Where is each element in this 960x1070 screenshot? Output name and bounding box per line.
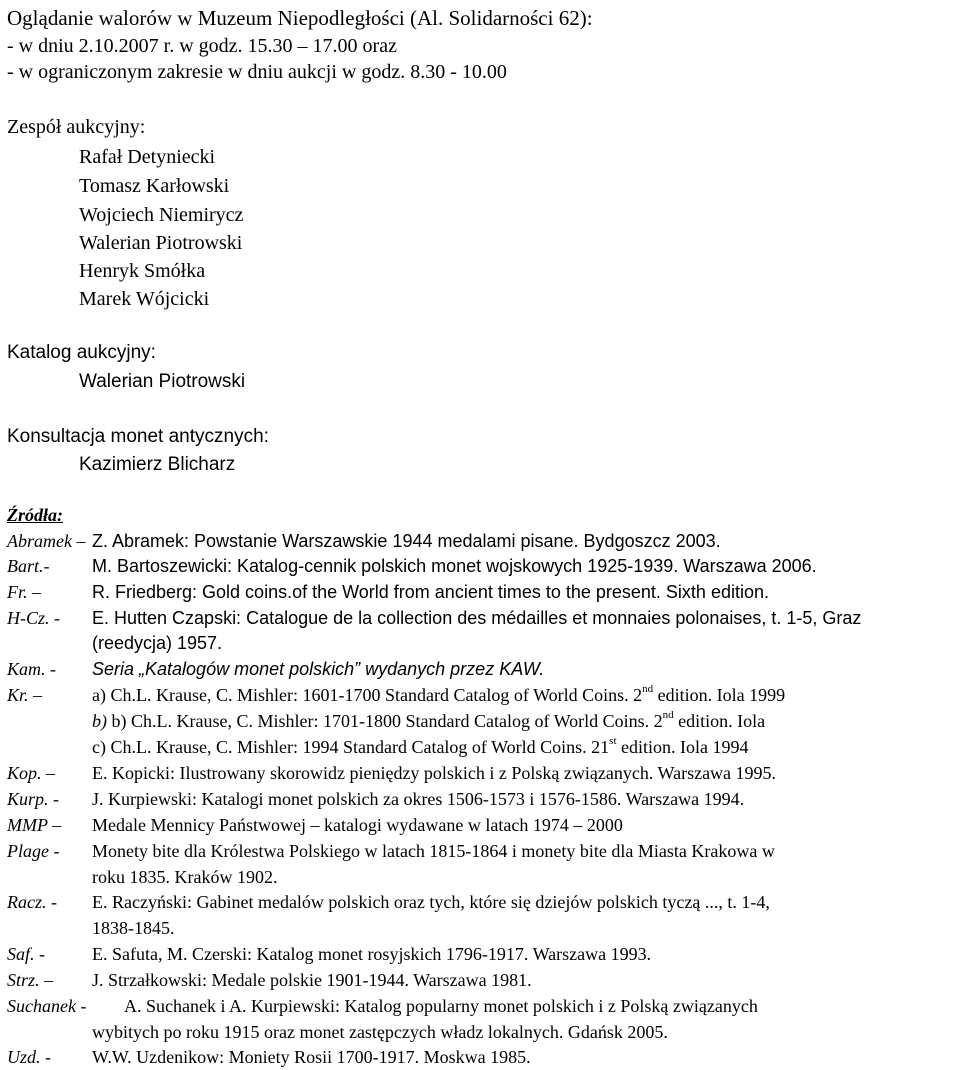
- source-text: E. Hutten Czapski: Catalogue de la collection des médailles et monnaies polonaises, t. 1-5, Graz: [92, 608, 862, 628]
- source-text: R. Friedberg: Gold coins.of the World from ancient times to the present. Sixth edition.: [92, 582, 769, 602]
- source-text: J. Strzałkowski: Medale polskie 1901-1944. Warszawa 1981.: [92, 970, 532, 990]
- source-text: A. Suchanek i A. Kurpiewski: Katalog popularny monet polskich i z Polską związanych: [124, 996, 758, 1016]
- team-label: Zespół aukcyjny:: [7, 116, 146, 138]
- source-text: E. Kopicki: Ilustrowany skorowidz pieniędzy polskich i z Polską związanych. Warszawa 1995.: [92, 763, 777, 783]
- source-abbr: Kurp. -: [7, 789, 60, 809]
- source-abbr: MMP –: [7, 815, 62, 835]
- source-text: Seria „Katalogów monet polskich” wydanych przez KAW.: [92, 659, 545, 679]
- source-abbr: Uzd. -: [7, 1047, 51, 1067]
- source-abbr: Strz. –: [7, 970, 54, 990]
- source-text: Monety bite dla Królestwa Polskiego w latach 1815-1864 i monety bite dla Miasta Krakowa w: [92, 841, 775, 861]
- source-text-a: [92, 683, 786, 705]
- catalog-person: Walerian Piotrowski: [79, 371, 246, 392]
- krause-c-sup: st: [609, 735, 617, 747]
- source-abbr: Saf. -: [7, 944, 45, 964]
- team-member: Walerian Piotrowski: [79, 232, 243, 254]
- krause-b-marker: b): [92, 711, 107, 731]
- krause-c-text: c) Ch.L. Krause, C. Mishler: 1994 Standard Catalog of World Coins. 21: [92, 737, 610, 757]
- krause-a-sup: nd: [642, 683, 654, 695]
- krause-a-end: edition. Iola 1999: [653, 685, 786, 705]
- krause-b-sup: nd: [662, 709, 674, 721]
- source-abbr: Kop. –: [7, 763, 56, 783]
- krause-c-end: edition. Iola 1994: [616, 737, 749, 757]
- source-text-continued: wybitych po roku 1915 oraz monet zastępczych władz lokalnych. Gdańsk 2005.: [92, 1022, 668, 1042]
- source-abbr: Racz. -: [7, 892, 57, 912]
- viewing-title: Oglądanie walorów w Muzeum Niepodległości (Al. Solidarności 62):: [7, 6, 593, 30]
- krause-b-text: b) Ch.L. Krause, C. Mishler: 1701-1800 Standard Catalog of World Coins. 2: [107, 711, 663, 731]
- viewing-line-2: - w ograniczonym zakresie w dniu aukcji w godz. 8.30 - 10.00: [7, 61, 507, 83]
- source-text: W.W. Uzdenikow: Moniety Rosii 1700-1917. Moskwa 1985.: [92, 1047, 531, 1067]
- team-member: Henryk Smółka: [79, 260, 206, 282]
- catalog-label: Katalog aukcyjny:: [7, 342, 156, 363]
- source-abbr: Kam. -: [7, 659, 56, 679]
- source-text-continued: roku 1835. Kraków 1902.: [92, 867, 278, 887]
- source-text: E. Raczyński: Gabinet medalów polskich oraz tych, które się dziejów polskich tyczą ..., t. 1-4,: [92, 892, 770, 912]
- source-abbr: Plage -: [7, 841, 60, 861]
- source-text: Medale Mennicy Państwowej – katalogi wydawane w latach 1974 – 2000: [92, 815, 623, 835]
- source-abbr: H-Cz. -: [7, 608, 60, 628]
- source-text-continued: 1838-1845.: [92, 918, 175, 938]
- source-abbr: Bart.-: [7, 556, 50, 576]
- source-abbr: Kr. –: [7, 685, 43, 705]
- source-abbr: Fr. –: [7, 582, 42, 602]
- source-text-b: [92, 709, 766, 731]
- source-text-continued: (reedycja) 1957.: [92, 633, 223, 653]
- team-member: Rafał Detyniecki: [79, 146, 216, 168]
- sources-heading: Źródła:: [7, 505, 63, 525]
- source-text: Z. Abramek: Powstanie Warszawskie 1944 medalami pisane. Bydgoszcz 2003.: [92, 531, 721, 551]
- source-text: M. Bartoszewicki: Katalog-cennik polskich monet wojskowych 1925-1939. Warszawa 2006.: [92, 556, 817, 576]
- krause-a-text: a) Ch.L. Krause, C. Mishler: 1601-1700 Standard Catalog of World Coins. 2: [92, 685, 643, 705]
- source-text-c: [92, 735, 749, 757]
- source-abbr: Abramek –: [7, 531, 86, 551]
- consult-label: Konsultacja monet antycznych:: [7, 426, 269, 447]
- krause-b-end: edition. Iola: [673, 711, 766, 731]
- source-abbr: Suchanek -: [7, 996, 87, 1016]
- team-member: Wojciech Niemirycz: [79, 204, 244, 226]
- viewing-line-1: - w dniu 2.10.2007 r. w godz. 15.30 – 17.00 oraz: [7, 35, 397, 57]
- source-text: J. Kurpiewski: Katalogi monet polskich za okres 1506-1573 i 1576-1586. Warszawa 1994.: [92, 789, 745, 809]
- team-member: Marek Wójcicki: [79, 288, 210, 310]
- consult-person: Kazimierz Blicharz: [79, 454, 236, 475]
- source-text: E. Safuta, M. Czerski: Katalog monet rosyjskich 1796-1917. Warszawa 1993.: [92, 944, 652, 964]
- team-member: Tomasz Karłowski: [79, 175, 230, 197]
